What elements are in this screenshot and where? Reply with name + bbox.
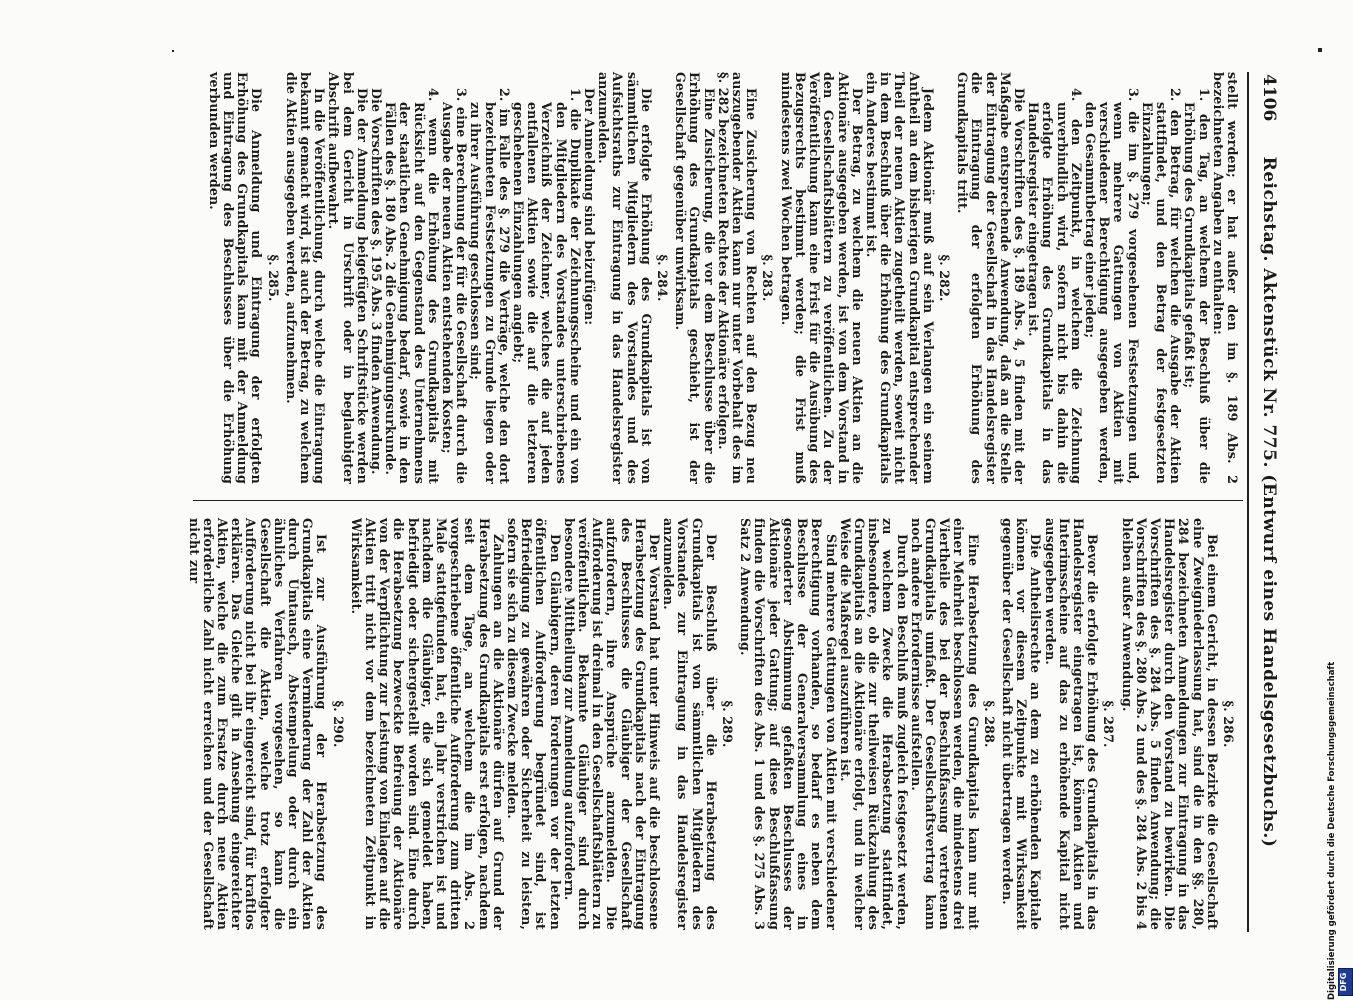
column-divider [193, 500, 1243, 501]
paragraph: Die Vorschriften des §. 195 Abs. 3 finden Anwendung. [369, 88, 385, 475]
paragraph: Bevor die erfolgte Erhöhung des Grundkapitals in das Handelsregister eingetragen ist, können Aktien und Interimsscheine auf das zu erhöhende Kapital nicht ausgegeben werden. [1042, 518, 1101, 930]
list-item: 1. den Tag, an welchem der Beschluß über die Erhöhung des Grundkapitals gefaßt ist; [1182, 88, 1212, 484]
page-number: 4106 [1259, 74, 1279, 122]
paragraph: Durch den Beschluß muß zugleich festgesetzt werden, zu welchem Zwecke die Herabsetzung stattfindet, insbesondere, ob die zur theilweisen Rückzahlung des Grundkapitals an die Aktionäre erfolgt, und in welcher Weise die Maßregel auszuführen ist. [837, 518, 910, 930]
section-heading: §. 286. [1221, 700, 1236, 748]
scan-speck [1318, 48, 1322, 52]
paragraph: Den Gläubigern, deren Forderungen vor der letzten öffentlichen Aufforderung begründet sind, ist Befriedigung zu gewähren oder Sicherheit zu leisten, sofern sie sich zu diesem Zwecke melden. [505, 518, 563, 930]
section-heading: §. 288. [981, 700, 997, 748]
paragraph: Der Beschluß über die Herabsetzung des Grundkapitals ist von sämmtlichen Mitgliedern des Vorstandes zur Eintragung in das Handelsregister anzumelden. [661, 518, 719, 930]
section-heading: §. 287. [1101, 700, 1117, 748]
list-item: 4. den Zeitpunkt, in welchem die Zeichnung unverbindlich wird, sofern nicht bis dahin die erfolgte Erhöhung des Grundkapitals in das Handelsregister eingetragen ist. [1026, 88, 1084, 484]
section-heading: §. 284. [655, 254, 671, 302]
list-item: 3. eine Berechnung der für die Gesellschaft durch die Ausgabe der neuen Aktien entstehenden Kosten; [440, 88, 470, 484]
section-heading: §. 285. [265, 254, 281, 302]
paragraph: Die der Anmeldung beigefügten Schriftstücke werden bei dem Gericht in Urschrift oder in beglaubigter Abschrift aufbewahrt. [326, 72, 370, 484]
paragraph: Jedem Aktionär muß auf sein Verlangen ein seinem Antheil an dem bisherigen Grundkapital entsprechender Theil der neuen Aktien zugetheilt werden, soweit nicht in dem Beschluß über die Erhöhung des Grundkapitals ein Anderes bestimmt ist. [863, 72, 936, 484]
paragraph: Eine Zusicherung von Rechten auf den Bezug neu auszugebender Aktien kann nur unter Vorbehalt des im §. 282 bezeichneten Rechtes der Aktionäre erfolgen. [715, 72, 760, 484]
paragraph: Sind mehrere Gattungen von Aktien mit verschiedener Berechtigung vorhanden, so bedarf es neben dem Beschlusse der Generalversammlung eines in gesonderter Abstimmung gefaßten Beschlusses der Aktionäre jeder Gattung; auf diese Beschlußfassung finden die Vorschriften des Abs. 1 und des §. 275 Abs. 3 Satz 2 Anwendung. [738, 518, 839, 930]
paragraph: Die Anmeldung und Eintragung der erfolgten Erhöhung des Grundkapitals kann mit der Anmeldung und Eintragung des Beschlusses über die Erhöhung verbunden werden. [206, 72, 265, 484]
list-item: 1. die Duplikate der Zeichnungsscheine und ein von den Mitgliedern des Vorstandes unterschriebenes Verzeichniß der Zeichner, welches die auf jeden entfallenen Aktien sowie die auf die letzteren geschehenen Einzahlungen angiebt; [511, 88, 583, 484]
paragraph: Eine Zusicherung, die vor dem Beschlusse über die Erhöhung des Grundkapitals geschieht, ist der Gesellschaft gegenüber unwirksam. [673, 72, 717, 484]
section-heading: §. 289. [720, 700, 736, 748]
paragraph: Der Vorstand hat unter Hinweis auf die beschlossene Herabsetzung des Grundkapitals nach der Eintragung des Beschlusses die Gläubiger der Gesellschaft aufzufordern, ihre Ansprüche anzumelden. Die Aufforderung ist dreimal in den Gesellschaftsblättern zu veröffentlichen. Bekannte Gläubiger sind durch besondere Mittheilung zur Anmeldung aufzufordern. [561, 518, 663, 930]
dfg-logo-icon [1338, 968, 1353, 996]
paragraph: Bei einem Gericht, in dessen Bezirke die Gesellschaft eine Zweigniederlassung hat, sind die in den §§. 280, 284 bezeichneten Anmeldungen zur Eintragung in das Handelsregister durch den Vorstand zu bewirken. Die Vorschriften des §. 284 Abs. 5 finden Anwendung; die Vorschriften des §. 280 Abs. 2 und des §. 284 Abs. 2 bis 4 bleiben außer Anwendung. [1119, 518, 1220, 930]
list-item: 4. wenn die Erhöhung des Grundkapitals mit Rücksicht auf den Gegenstand des Unternehmens der staatlichen Genehmigung bedarf, sowie in den Fällen des §. 180 Abs. 2 die Genehmigungsurkunde. [383, 88, 441, 484]
left-column [207, 72, 1239, 484]
list-item: 2. den Betrag, für welchen die Ausgabe der Aktien stattfindet, und den Betrag der festgesetzten Einzahlungen; [1139, 88, 1184, 484]
scan-speck [172, 50, 174, 52]
paragraph: Der Betrag, zu welchem die neuen Aktien an die Aktionäre ausgegeben werden, ist von dem Vorstand in den Gesellschaftsblättern zu veröffentlichen. Zu der Veröffentlichung kann eine Frist für die Ausübung des Bezugsrechts bestimmt werden; die Frist muß mindestens zwei Wochen betragen. [778, 72, 865, 484]
paragraph: Eine Herabsetzung des Grundkapitals kann nur mit einer Mehrheit beschlossen werden, die mindestens drei Viertheile des bei der Beschlußfassung vertretenen Grundkapitals umfaßt. Der Gesellschaftsvertrag kann noch andere Erfordernisse aufstellen. [908, 518, 981, 930]
digitization-credit: Digitalisierung gefördert durch die Deutsche Forschungsgemeinschaft [1327, 661, 1337, 1000]
list-item: 2. im Falle des §. 279 die Verträge, welche den dort bezeichneten Festsetzungen zu Grunde liegen oder zu ihrer Ausführung geschlossen sind; [468, 88, 512, 484]
section-heading: §. 290. [330, 700, 346, 748]
paragraph: stellt werden; er hat außer den im §. 189 Abs. 2 bezeichneten Angaben zu enthalten: [1210, 72, 1240, 484]
paragraph: Die erfolgte Erhöhung des Grundkapitals ist von sämmtlichen Mitgliedern des Vorstandes und des Aufsichtsraths zur Eintragung in das Handelsregister anzumelden. [596, 72, 654, 484]
section-heading: §. 282. [936, 254, 952, 302]
dfg-logo-text: DFG [1339, 972, 1348, 992]
page-title: Reichstag. Aktenstück Nr. 775. (Entwurf eines Handelsgesetzbuchs.) [1259, 156, 1279, 848]
paragraph: Zahlungen an die Aktionäre dürfen auf Grund der Herabsetzung des Grundkapitals erst erfolgen, nachdem seit dem Tage, an welchem die im Abs. 2 vorgeschriebene öffentliche Aufforderung zum dritten Male stattgefunden hat, ein Jahr verstrichen ist und nachdem die Gläubiger, die sich gemeldet haben, befriedigt oder sichergestellt worden sind. Eine durch die Herabsetzung bezweckte Befreiung der Aktionäre von der Verpflichtung zur Leistung von Einlagen auf die Aktien tritt nicht vor dem bezeichneten Zeitpunkt in Wirksamkeit. [348, 518, 506, 930]
right-column [186, 518, 1239, 930]
paragraph: Ist zur Ausführung der Herabsetzung des Grundkapitals eine Verminderung der Zahl der Aktien durch Umtausch, Abstempelung oder durch ein ähnliches Verfahren vorgesehen, so kann die Gesellschaft die Aktien, welche trotz erfolgter Aufforderung nicht bei ihr eingereicht sind, für kraftlos erklären. Das Gleiche gilt in Ansehung eingereichter Aktien, welche die zum Ersatze durch neue Aktien erforderliche Zahl nicht erreichen und der Gesellschaft nicht zur [186, 518, 330, 930]
paragraph: In die Veröffentlichung, durch welche die Eintragung bekannt gemacht wird, ist auch der Betrag, zu welchem die Aktien ausgegeben werden, aufzunehmen. [283, 72, 328, 484]
paragraph: Die Vorschriften des §. 189 Abs. 4, 5 finden mit der Maßgabe entsprechende Anwendung, daß an die Stelle der Eintragung der Gesellschaft in das Handelsregister die Eintragung der erfolgten Erhöhung des Grundkapitals tritt. [955, 72, 1027, 484]
paragraph: Der Anmeldung sind beizufügen: [582, 88, 598, 326]
page-header [1251, 72, 1283, 932]
header-rule [1247, 72, 1249, 932]
document-page [113, 72, 1283, 932]
section-heading: §. 283. [760, 254, 776, 302]
list-item: 3. die im §. 279 vorgesehenen Festsetzungen und, wenn mehrere Gattungen von Aktien mit verschiedener Berechtigung ausgegeben werden, den Gesammtbetrag einer jeden; [1082, 88, 1141, 484]
paragraph: Die Antheilsrechte an dem zu erhöhenden Kapitale können vor diesem Zeitpunkte mit Wirksamkeit gegenüber der Gesellschaft nicht übertragen werden. [999, 518, 1044, 930]
